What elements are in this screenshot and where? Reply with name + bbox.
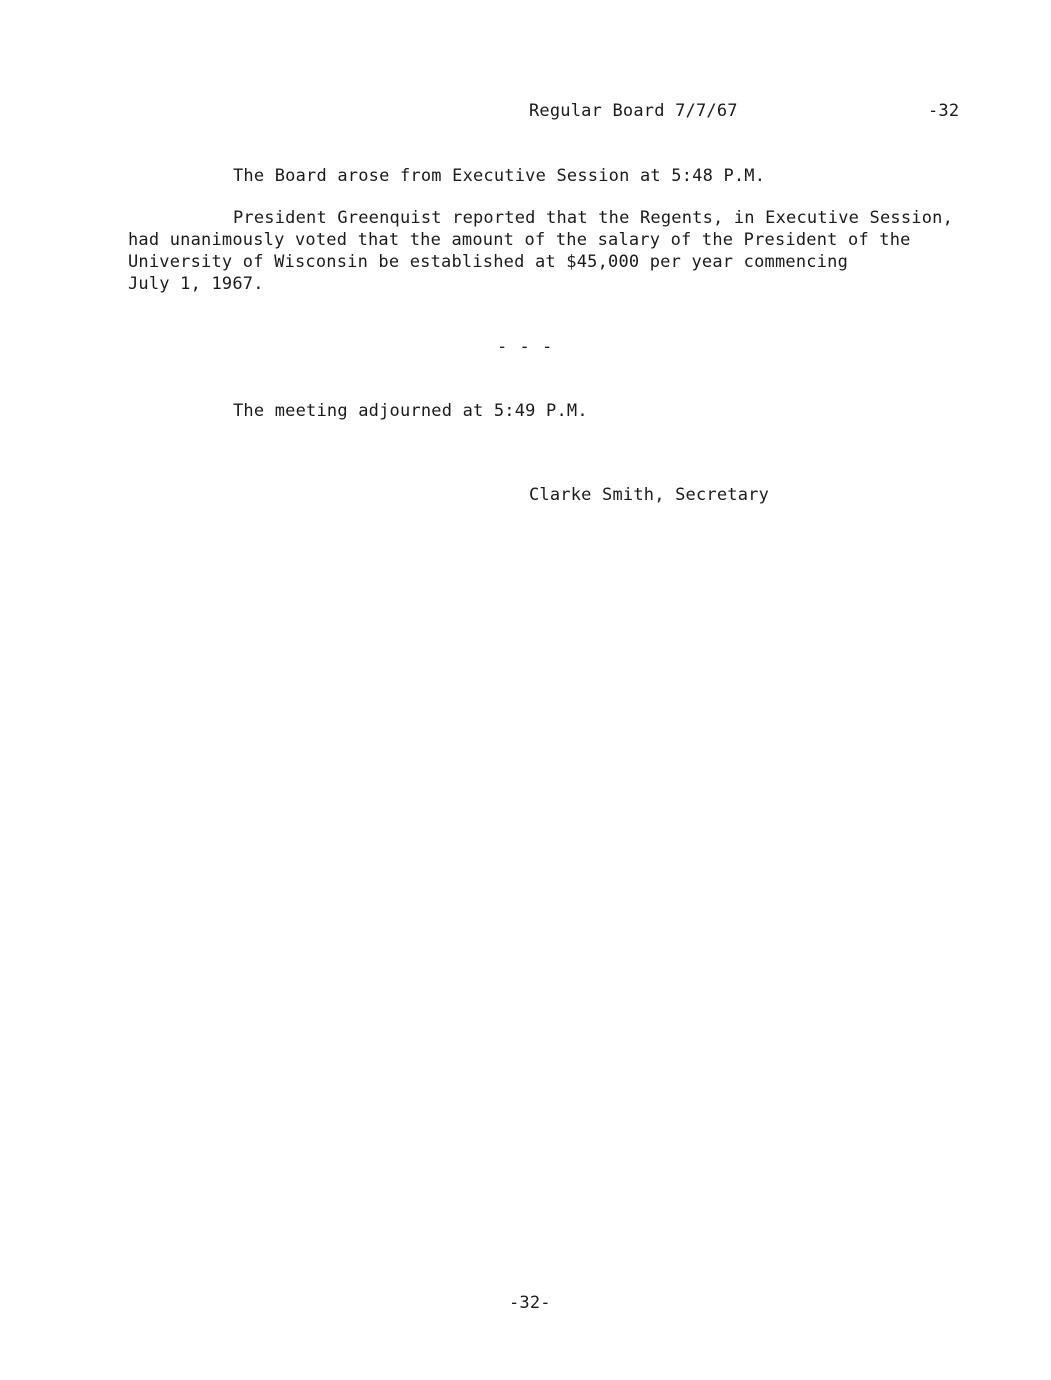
section-separator: - - - [497, 337, 554, 357]
header-page-number: -32 [928, 101, 960, 121]
header-title: Regular Board 7/7/67 [529, 101, 738, 121]
footer-page-number: -32- [509, 1293, 551, 1313]
paragraph-adjourned: The meeting adjourned at 5:49 P.M. [233, 401, 588, 421]
paragraph-board-arose: The Board arose from Executive Session at 5:48 P.M. [233, 166, 766, 186]
paragraph-salary-line-1: President Greenquist reported that the Regents, in Executive Session, [233, 208, 954, 228]
paragraph-salary-line-2: had unanimously voted that the amount of the salary of the President of the [128, 230, 911, 250]
signature-secretary: Clarke Smith, Secretary [529, 485, 770, 505]
paragraph-salary-line-3: University of Wisconsin be established at $45,000 per year commencing [128, 252, 849, 272]
paragraph-salary-line-4: July 1, 1967. [128, 274, 264, 294]
